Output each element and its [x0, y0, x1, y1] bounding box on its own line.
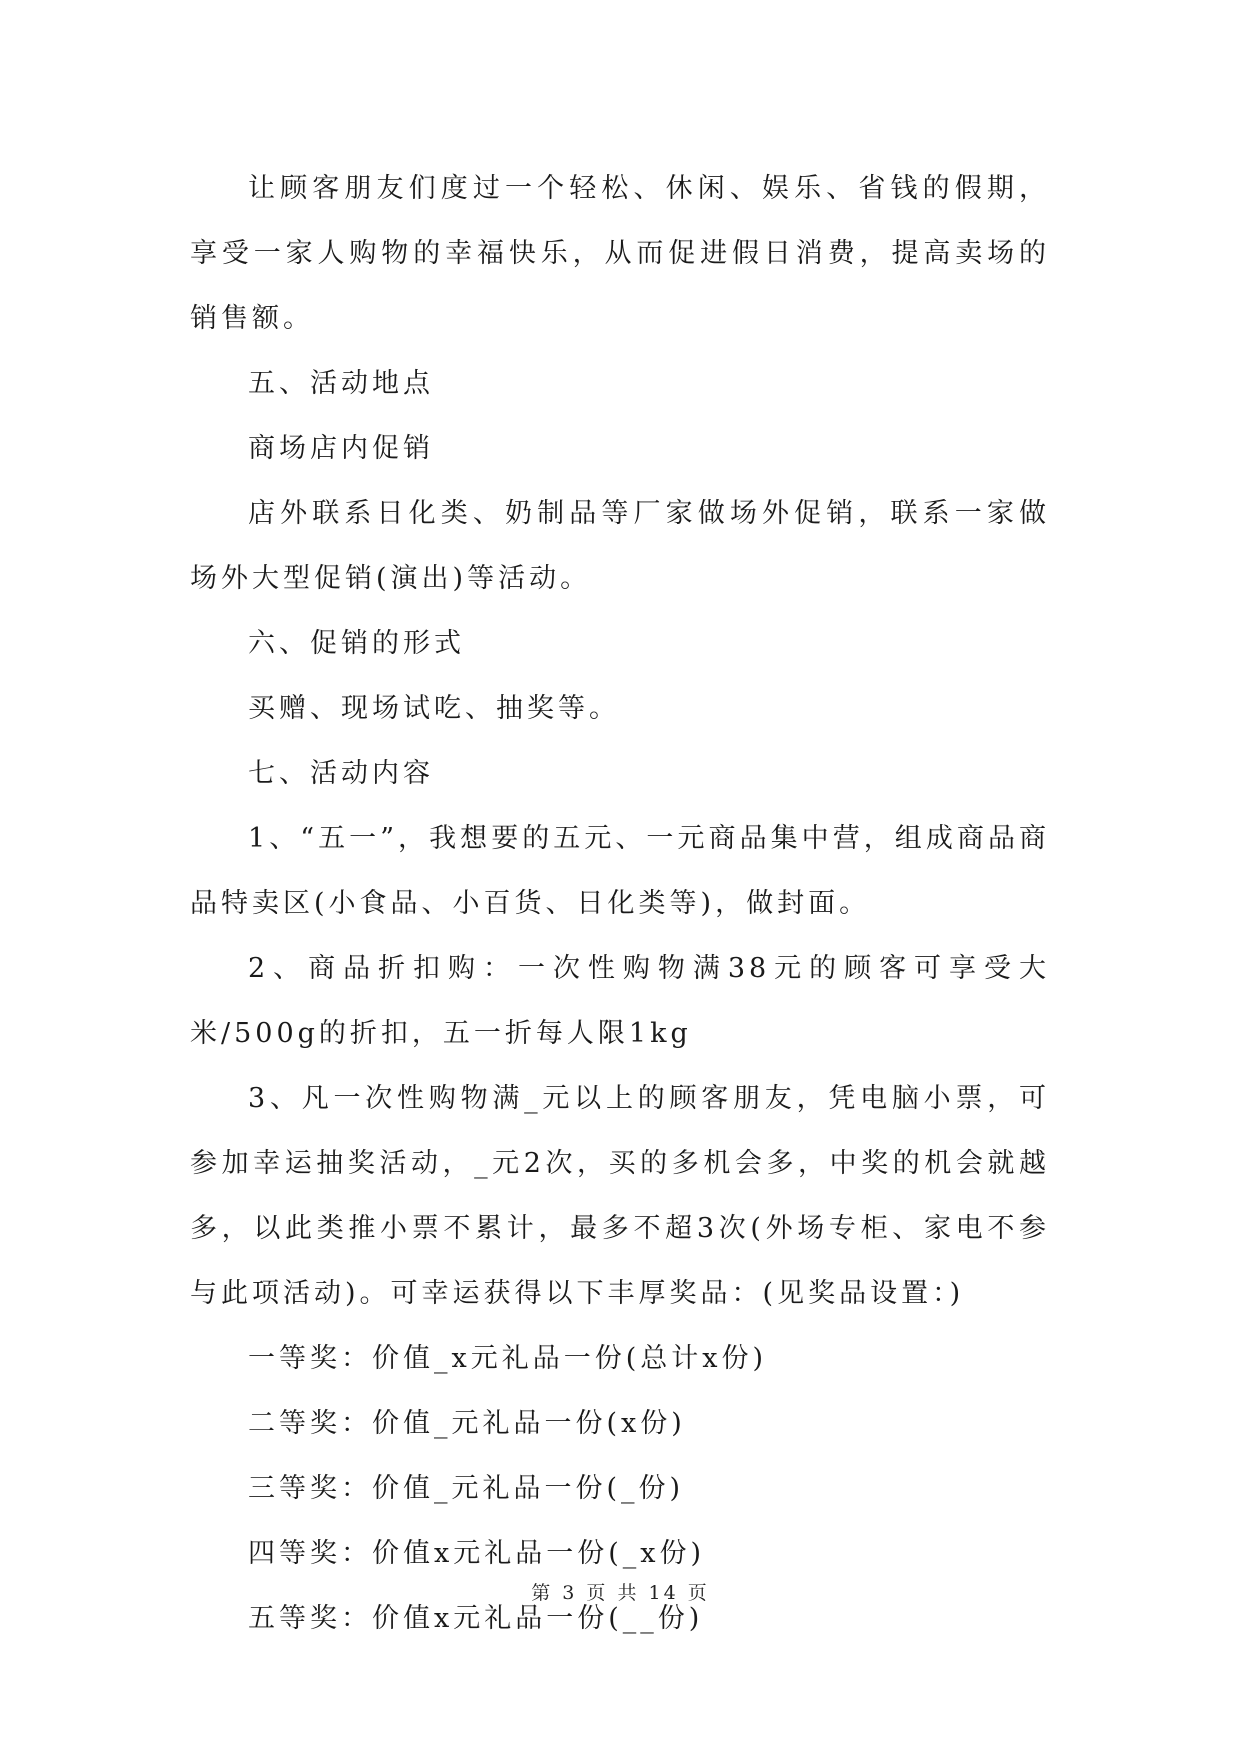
prize-third: 三等奖：价值_元礼品一份(_份) — [248, 1473, 685, 1504]
prize-fifth: 五等奖：价值x元礼品一份(__份) — [248, 1603, 704, 1634]
prize-fourth: 四等奖：价值x元礼品一份(_x份) — [248, 1538, 706, 1569]
paragraph-item-2: 2、商品折扣购：一次性购物满38元的顾客可享受大米/500g的折扣，五一折每人限1kg — [190, 953, 1050, 1049]
heading-activity-location: 五、活动地点 — [248, 368, 434, 399]
prize-first: 一等奖：价值_x元礼品一份(总计x份) — [248, 1343, 768, 1374]
paragraph-item-1: 1、“五一”，我想要的五元、一元商品集中营，组成商品商品特卖区(小食品、小百货、日化类等)，做封面。 — [190, 823, 1050, 919]
paragraph-in-store: 商场店内促销 — [248, 433, 434, 464]
heading-promotion-form: 六、促销的形式 — [248, 628, 465, 659]
paragraph-item-3: 3、凡一次性购物满_元以上的顾客朋友，凭电脑小票，可参加幸运抽奖活动，_元2次，买的多机会多，中奖的机会就越多，以此类推小票不累计，最多不超3次(外场专柜、家电不参与此项活动)。可幸运获得以下丰厚奖品：(见奖品设置：) — [190, 1083, 1050, 1309]
page-number-footer: 第 3 页 共 14 页 — [531, 1582, 710, 1604]
paragraph-promotion-types: 买赠、现场试吃、抽奖等。 — [248, 693, 620, 724]
paragraph-intro: 让顾客朋友们度过一个轻松、休闲、娱乐、省钱的假期，享受一家人购物的幸福快乐，从而促进假日消费，提高卖场的销售额。 — [190, 173, 1050, 334]
prize-second: 二等奖：价值_元礼品一份(x份) — [248, 1408, 686, 1439]
document-body — [190, 156, 1050, 1651]
heading-activity-content: 七、活动内容 — [248, 758, 434, 789]
paragraph-outdoor-promotion: 店外联系日化类、奶制品等厂家做场外促销，联系一家做场外大型促销(演出)等活动。 — [190, 498, 1050, 594]
